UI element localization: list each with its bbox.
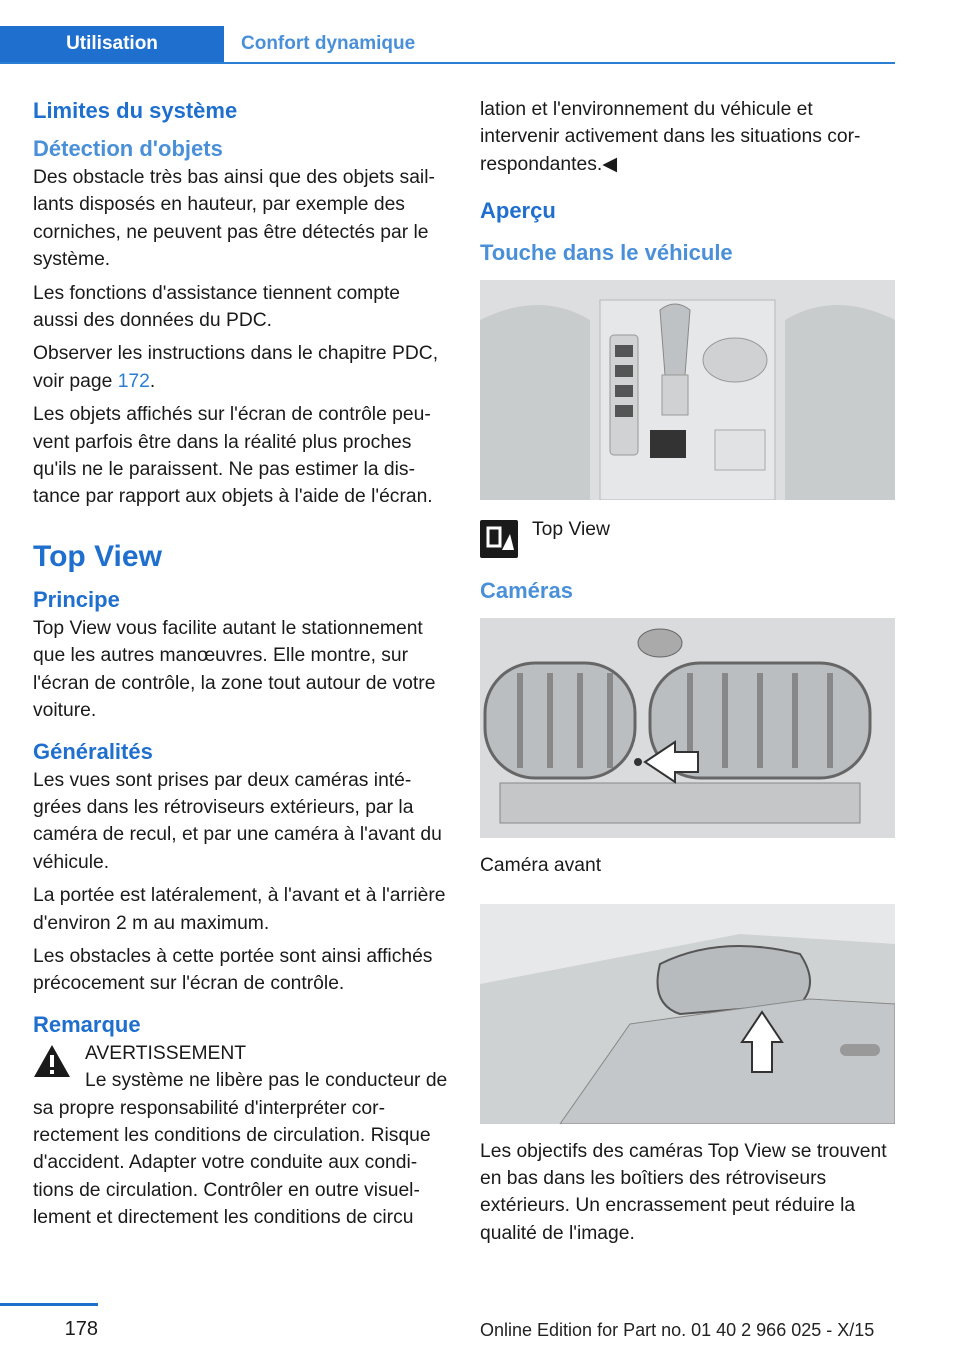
- warning-block: [33, 1040, 448, 1232]
- warning-icon: [33, 1044, 71, 1078]
- caption-front-camera: Caméra avant: [480, 855, 602, 877]
- warning-title: AVERTISSEMENT: [85, 1042, 247, 1064]
- warning-text: Le système ne libère pas le conducteur de sa propre responsabilité d'interpréter correctement les conditions de circulation. Risque d'accident. Adapter votre conduite aux conditions de circulation. Contrôler en outre visuellement et directement les conditions de circu: [33, 1070, 448, 1229]
- paragraph-text: Observer les instructions dans le chapitre PDC, voir page: [33, 343, 439, 392]
- footer-rule: [0, 1303, 98, 1306]
- paragraph: Les vues sont prises par deux caméras intégrées dans les rétroviseurs extérieurs, par la caméra de recul, et par une caméra à l'avant du véhicule.: [33, 769, 442, 873]
- topview-button-row: [480, 516, 895, 556]
- mirror-illustration: [480, 904, 895, 1124]
- console-image: [480, 280, 895, 500]
- warning-text-first: [33, 1067, 448, 1231]
- paragraph: Les objets affichés sur l'écran de contrôle peuvent parfois être dans la réalité plus proches qu'ils ne le paraissent. Ne pas estimer la distance par rapport aux objets à l'aide de l'écran.: [33, 404, 433, 508]
- heading-apercu: Aperçu: [480, 198, 556, 224]
- center-console-illustration: [480, 280, 895, 500]
- page-link[interactable]: 172: [117, 370, 150, 392]
- heading-touche: Touche dans le véhicule: [480, 240, 733, 266]
- paragraph: [33, 340, 448, 395]
- paragraph: Les objectifs des caméras Top View se trouvent en bas dans les boîtiers des rétroviseurs extérieurs. Un encrassement peut réduire la qualité de l'image.: [480, 1140, 887, 1244]
- paragraph: Les obstacles à cette portée sont ainsi affichés précocement sur l'écran de contrôle.: [33, 945, 433, 995]
- paragraph: Les fonctions d'assistance tiennent compte aussi des données du PDC.: [33, 282, 401, 332]
- heading-generalites: Généralités: [33, 738, 153, 764]
- heading-topview: Top View: [33, 539, 162, 573]
- page-number: 178: [64, 1318, 98, 1340]
- tab-utilisation[interactable]: Utilisation: [0, 26, 224, 62]
- right-column: [480, 96, 895, 1253]
- front-grille-illustration: [480, 618, 895, 838]
- heading-detection: Détection d'objets: [33, 136, 223, 161]
- heading-limites: Limites du système: [33, 98, 238, 123]
- front-camera-image: [480, 618, 895, 838]
- heading-remarque: Remarque: [33, 1011, 141, 1037]
- heading-principe: Principe: [33, 586, 120, 612]
- page-header: [0, 26, 895, 64]
- paragraph: Top View vous facilite autant le stationnement que les autres manœuvres. Elle montre, sur l'écran de contrôle, la zone tout autour de votre voiture.: [33, 617, 436, 722]
- edition-text: Online Edition for Part no. 01 40 2 966 025 - X/15: [480, 1320, 875, 1340]
- paragraph: lation et l'environnement du véhicule et intervenir activement dans les situations correspondantes.◀: [480, 99, 861, 175]
- topview-button-label: Top View: [532, 519, 610, 541]
- paragraph-text: .: [149, 370, 156, 392]
- left-column: [33, 96, 448, 1232]
- paragraph: La portée est latéralement, à l'avant et à l'arrière d'environ 2 m au maximum.: [33, 885, 446, 934]
- tab-confort-dynamique[interactable]: Confort dynamique: [241, 33, 416, 54]
- topview-button-icon: [480, 520, 518, 558]
- mirror-camera-image: [480, 904, 895, 1124]
- paragraph: Des obstacle très bas ainsi que des objets saillants disposés en hauteur, par exemple des corniches, ne peuvent pas être détectés par le système.: [33, 167, 435, 271]
- heading-cameras: Caméras: [480, 578, 573, 604]
